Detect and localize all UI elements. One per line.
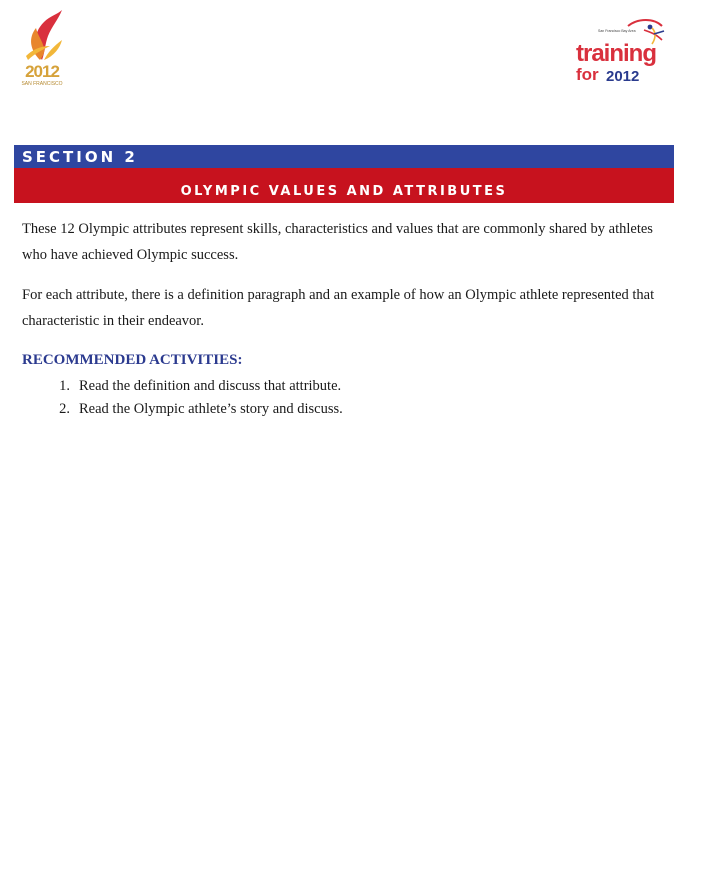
activities-heading: RECOMMENDED ACTIVITIES: [22,352,243,368]
section-title-band [14,168,674,203]
list-item-number: 2. [59,401,70,417]
section-label: SECTION 2 [22,148,138,166]
logo-for-word: for [576,65,599,84]
intro-paragraph: These 12 Olympic attributes represent skills, characteristics and values that are commonly shared by athletes who have achieved Olympic success. [22,221,653,263]
san-francisco-2012-logo [14,10,74,92]
logo-year: 2012 [25,62,59,81]
list-item-text: Read the Olympic athlete’s story and discuss. [79,401,343,417]
section-title: OLYMPIC VALUES AND ATTRIBUTES [180,184,508,199]
attribute-paragraph: For each attribute, there is a definition paragraph and an example of how an Olympic athlete represented that characteristic in their endeavor. [22,287,655,329]
logo-training-word: training [576,40,656,67]
section-body [22,216,672,421]
list-item-text: Read the definition and discuss that attribute. [79,378,342,394]
list-item-number: 1. [59,378,70,394]
olympic-torch-logo-icon [14,10,74,66]
training-for-2012-logo [568,18,672,92]
section-label-band [14,145,674,168]
activities-list [22,375,672,421]
logo-city: SAN FRANCISCO [21,81,63,87]
list-item [22,375,672,398]
logo-small-text: San Francisco Bay Area [598,29,636,33]
list-item [22,398,672,421]
logo-year-2012: 2012 [606,68,640,85]
